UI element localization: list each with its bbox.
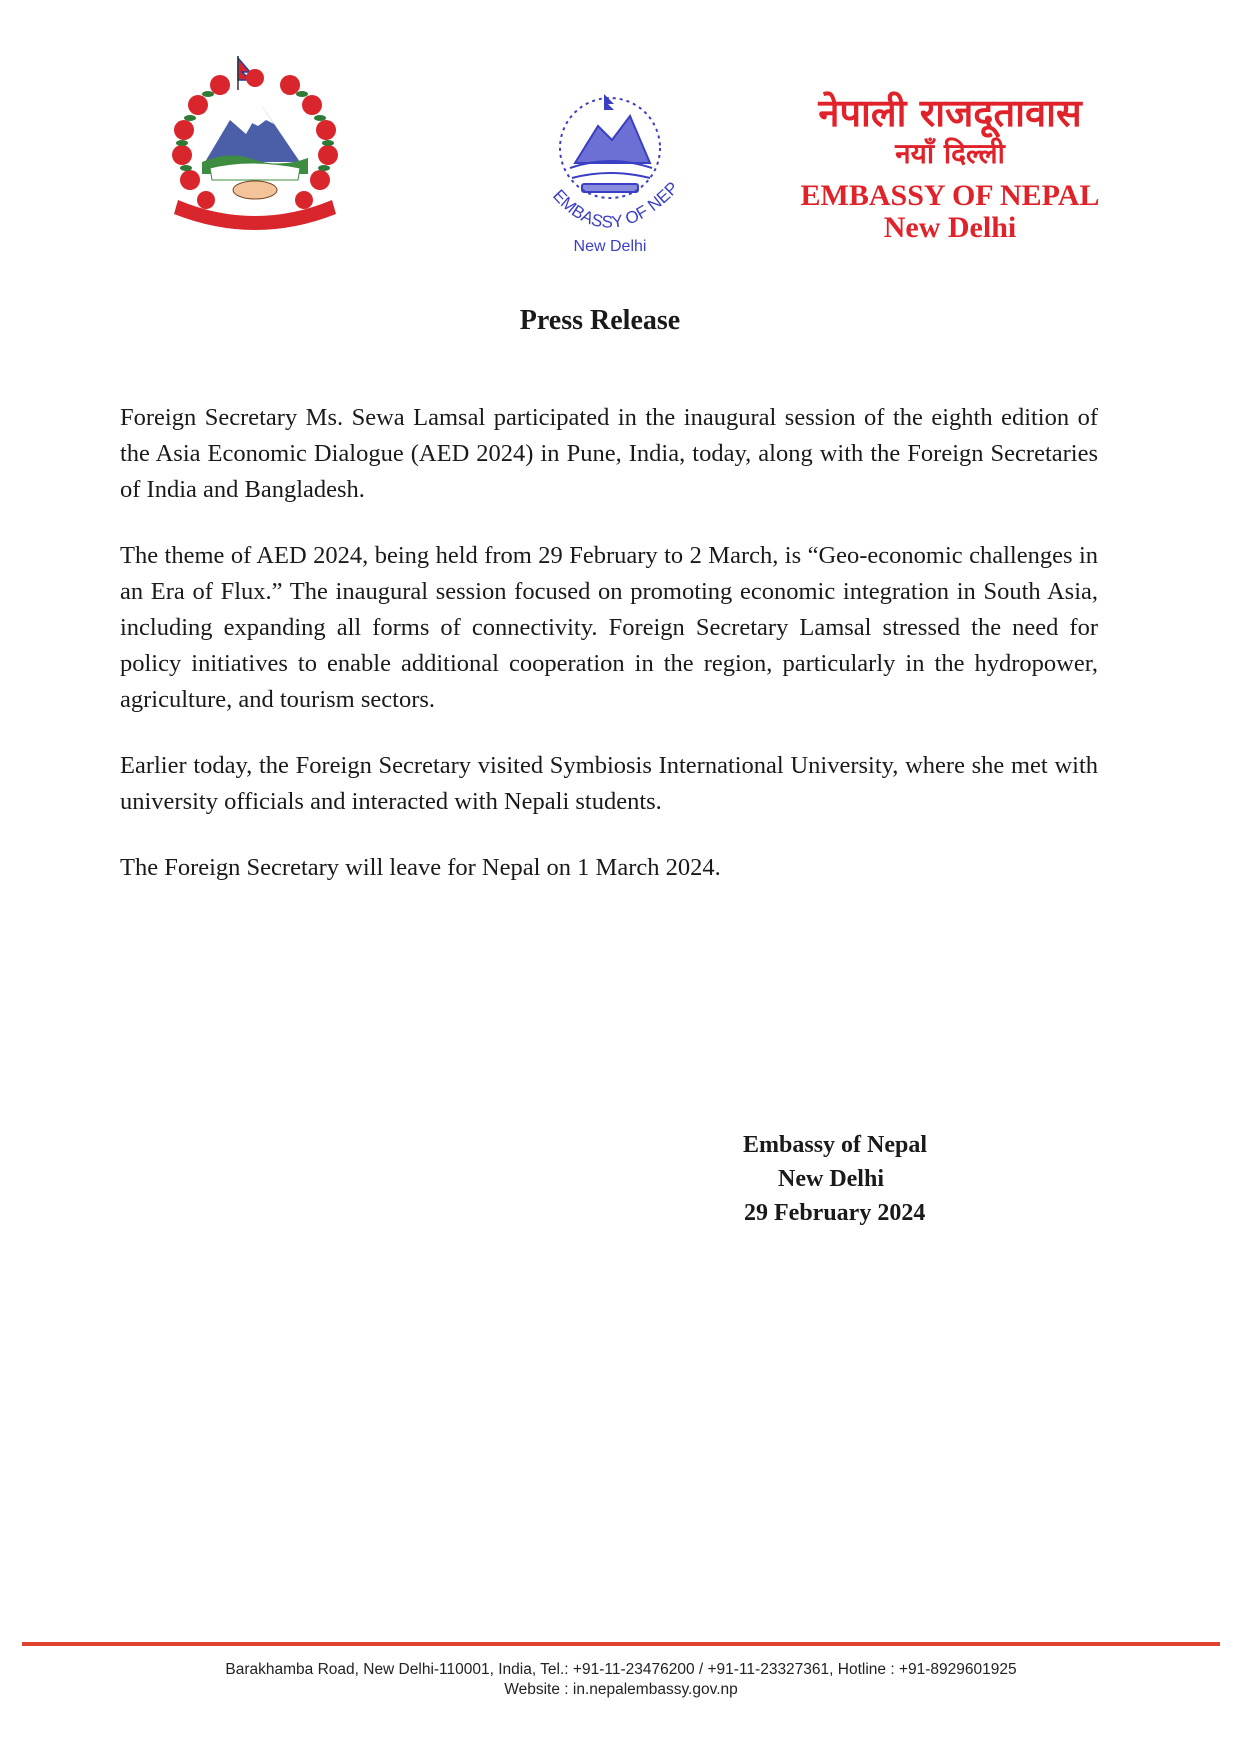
body-paragraph: Earlier today, the Foreign Secretary visited Symbiosis International University, where she met with university officials and interacted with Nepali students. — [120, 752, 1098, 815]
seal-ring-text: EMBASSY OF NEP — [549, 179, 682, 232]
nepali-embassy-name: नेपाली राजदूतावास — [818, 91, 1082, 135]
press-release-body — [120, 400, 1098, 916]
footer-divider — [22, 1642, 1220, 1646]
english-city-name: New Delhi — [883, 211, 1017, 244]
embassy-seal — [530, 88, 705, 268]
nepali-city-name: नयाँ दिल्ली — [895, 137, 1005, 170]
body-paragraph: The theme of AED 2024, being held from 29 February to 2 March, is “Geo-economic challenges in an Era of Flux.” The inaugural session focused on promoting economic integration in South Asia, including expanding all forms of connectivity. Foreign Secretary Lamsal stressed the need for policy initiatives to enable additional cooperation in the region, particularly in the hydropower, agriculture, and tourism sectors. — [120, 542, 1098, 713]
seal-city-text: New Delhi — [573, 238, 647, 255]
signature-block — [700, 1128, 1000, 1230]
body-paragraph: The Foreign Secretary will leave for Nepal on 1 March 2024. — [120, 854, 721, 881]
page-title: Press Release — [519, 305, 681, 336]
signature-city: New Delhi — [778, 1166, 884, 1192]
signature-org: Embassy of Nepal — [743, 1132, 928, 1158]
english-embassy-name: EMBASSY OF NEPAL — [800, 179, 1100, 212]
letterhead-org-name — [760, 90, 1140, 244]
footer-contact — [0, 1660, 1242, 1700]
signature-date: 29 February 2024 — [744, 1200, 926, 1226]
body-paragraph: Foreign Secretary Ms. Sewa Lamsal participated in the inaugural session of the eighth edition of the Asia Economic Dialogue (AED 2024) in Pune, India, today, along with the Foreign Secretaries of India and Bangladesh. — [120, 404, 1098, 503]
footer-website: Website : in.nepalembassy.gov.np — [504, 1681, 738, 1698]
footer-address: Barakhamba Road, New Delhi-110001, India, Tel.: +91-11-23476200 / +91-11-23327361, Hotline : +91-8929601925 — [225, 1661, 1017, 1678]
nepal-coat-of-arms-emblem — [150, 50, 360, 240]
